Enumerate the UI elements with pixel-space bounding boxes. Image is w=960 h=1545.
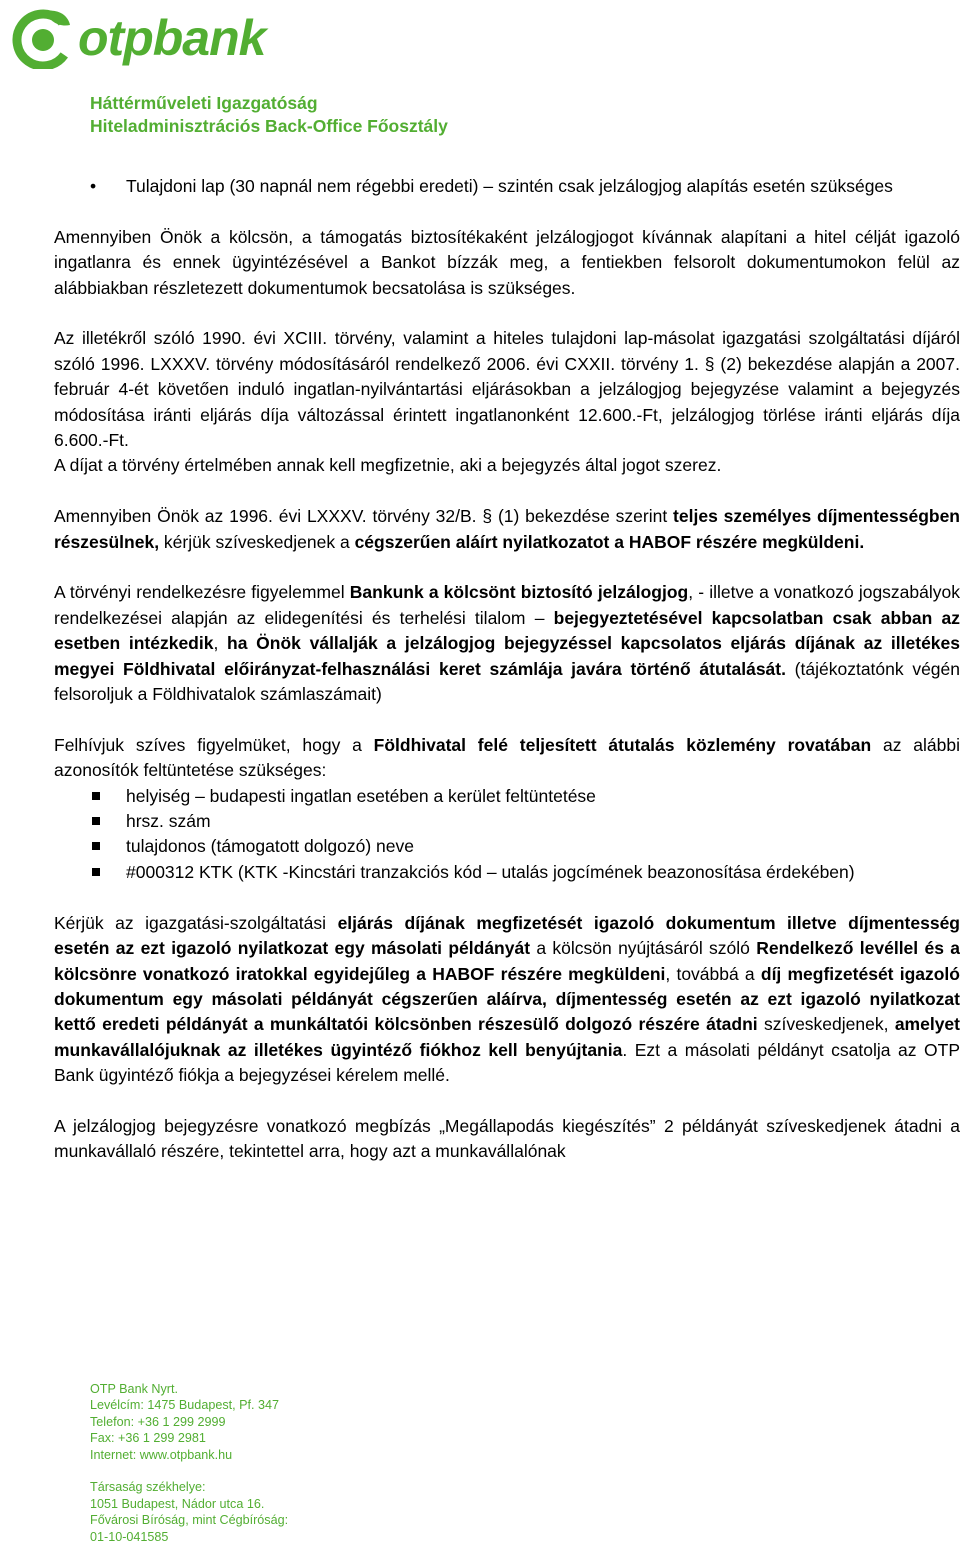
bullet-item-tulajdoni-lap: • Tulajdoni lap (30 napnál nem régebbi eredeti) – szintén csak jelzálogjog alapítás esetén szükséges	[54, 174, 960, 199]
paragraph-documents-request: Kérjük az igazgatási-szolgáltatási eljárás díjának megfizetését igazoló dokumentum illetve díjmentesség esetén az ezt igazoló nyilatkozat egy másolati példányát a kölcsön nyújtásáról szóló Rendelkező levéllel és a kölcsönre vonatkozó iratokkal egyidejűleg a HABOF részére megküldeni, továbbá a díj megfizetését igazoló dokumentum egy másolati példányát cégszerűen aláírva, díjmentesség esetén az ezt igazoló nyilatkozat kettő eredeti példányát a munkáltatói kölcsönben részesülő dolgozó részére átadni szíveskedjenek, amelyet munkavállalójuknak az illetékes ügyintéző fiókhoz kell benyújtania. Ezt a másolati példányt csatolja az OTP Bank ügyintéző fiókja a bejegyzései kérelem mellé.	[54, 912, 960, 1086]
footer-mail-address: Levélcím: 1475 Budapest, Pf. 347	[90, 1398, 280, 1413]
footer-seat-label: Társaság székhelye:	[90, 1480, 206, 1495]
paragraph-exemption: Amennyiben Önök az 1996. évi LXXXV. törvény 32/B. § (1) bekezdése szerint teljes személyes díjmentességben részesülnek, kérjük szíveskedjenek a cégszerűen aláírt nyilatkozatot a HABOF részére megküldeni.	[54, 506, 960, 552]
document-body	[54, 174, 960, 1165]
department-header	[90, 92, 448, 138]
logo-wordmark: otpbank	[78, 10, 266, 66]
paragraph-fee-payer: A díjat a törvény értelmében annak kell megfizetnie, aki a bejegyzés által jogot szerez.	[54, 455, 722, 476]
identifier-list	[54, 784, 960, 886]
otp-leaf-icon	[12, 7, 74, 69]
department-line-2: Hiteladminisztrációs Back-Office Főosztály	[90, 116, 448, 136]
paragraph-intro: Amennyiben Önök a kölcsön, a támogatás biztosítékaként jelzálogjogot kívánnak alapítani a hitel célját igazoló ingatlanra és ennek ügyintézésével a Bankot bízzák meg, a fentiekben felsorolt dokumentumokon felül az alábbiakban részletezett dokumentumok becsatolása is szükséges.	[54, 226, 960, 298]
footer-reg-number: 01-10-041585	[90, 1529, 169, 1544]
footer-internet: Internet: www.otpbank.hu	[90, 1447, 233, 1462]
footer-contact	[90, 1381, 288, 1545]
otp-bank-logo	[12, 4, 265, 72]
paragraph-transfer-note: Felhívjuk szíves figyelmüket, hogy a Földhivatal felé teljesített átutalás közlemény rovatában az alábbi azonosítók feltüntetése szükséges:	[54, 734, 960, 781]
list-item: hrsz. szám	[54, 809, 960, 834]
footer-fax: Fax: +36 1 299 2981	[90, 1431, 206, 1446]
list-item: tulajdonos (támogatott dolgozó) neve	[54, 834, 960, 859]
paragraph-agreement: A jelzálogjog bejegyzésre vonatkozó megbízás „Megállapodás kiegészítés” 2 példányát szíveskedjenek átadni a munkavállaló részére, tekintettel arra, hogy azt a munkavállalónak	[54, 1115, 960, 1162]
list-item: helyiség – budapesti ingatlan esetében a kerület feltüntetése	[54, 784, 960, 809]
footer-court: Fővárosi Bíróság, mint Cégbíróság:	[90, 1513, 289, 1528]
footer-company: OTP Bank Nyrt.	[90, 1382, 178, 1396]
paragraph-mortgage-registration: A törvényi rendelkezésre figyelemmel Bankunk a kölcsönt biztosító jelzálogjog, - illetve a vonatkozó jogszabályok rendelkezései alapján az elidegenítési és terhelési tilalom – bejegyeztetésével kapcsolatban csak abban az esetben intézkedik, ha Önök vállalják a jelzálogjog bejegyzéssel kapcsolatos eljárás díjának az illetékes megyei Földhivatal előirányzat-felhasználási keret számlája javára történő átutalását. (tájékoztatónk végén felsoroljuk a Földhivatalok számlaszámait)	[54, 582, 960, 705]
footer-seat-address: 1051 Budapest, Nádor utca 16.	[90, 1496, 265, 1511]
paragraph-fees: Az illetékről szóló 1990. évi XCIII. törvény, valamint a hiteles tulajdoni lap-másolat igazgatási szolgáltatási díjáról szóló 1996. LXXXV. törvény módosításáról rendelkező 2006. évi CXXII. törvény 1. § (2) bekezdése alapján a 2007. február 4-ét követően induló ingatlan-nyilvántartási eljárásokban a jelzálogjog bejegyzése valamint a bejegyzés módosítása iránti eljárás díja változással érintett ingatlanonként 12.600.-Ft, jelzálogjog törlése iránti eljárás díja 6.600.-Ft.	[54, 328, 960, 451]
department-line-1: Háttérműveleti Igazgatóság	[90, 93, 318, 113]
bullet-list-top	[54, 174, 960, 199]
list-item: #000312 KTK (KTK -Kincstári tranzakciós kód – utalás jogcímének beazonosítása érdekében)	[54, 860, 960, 885]
footer-phone: Telefon: +36 1 299 2999	[90, 1414, 226, 1429]
